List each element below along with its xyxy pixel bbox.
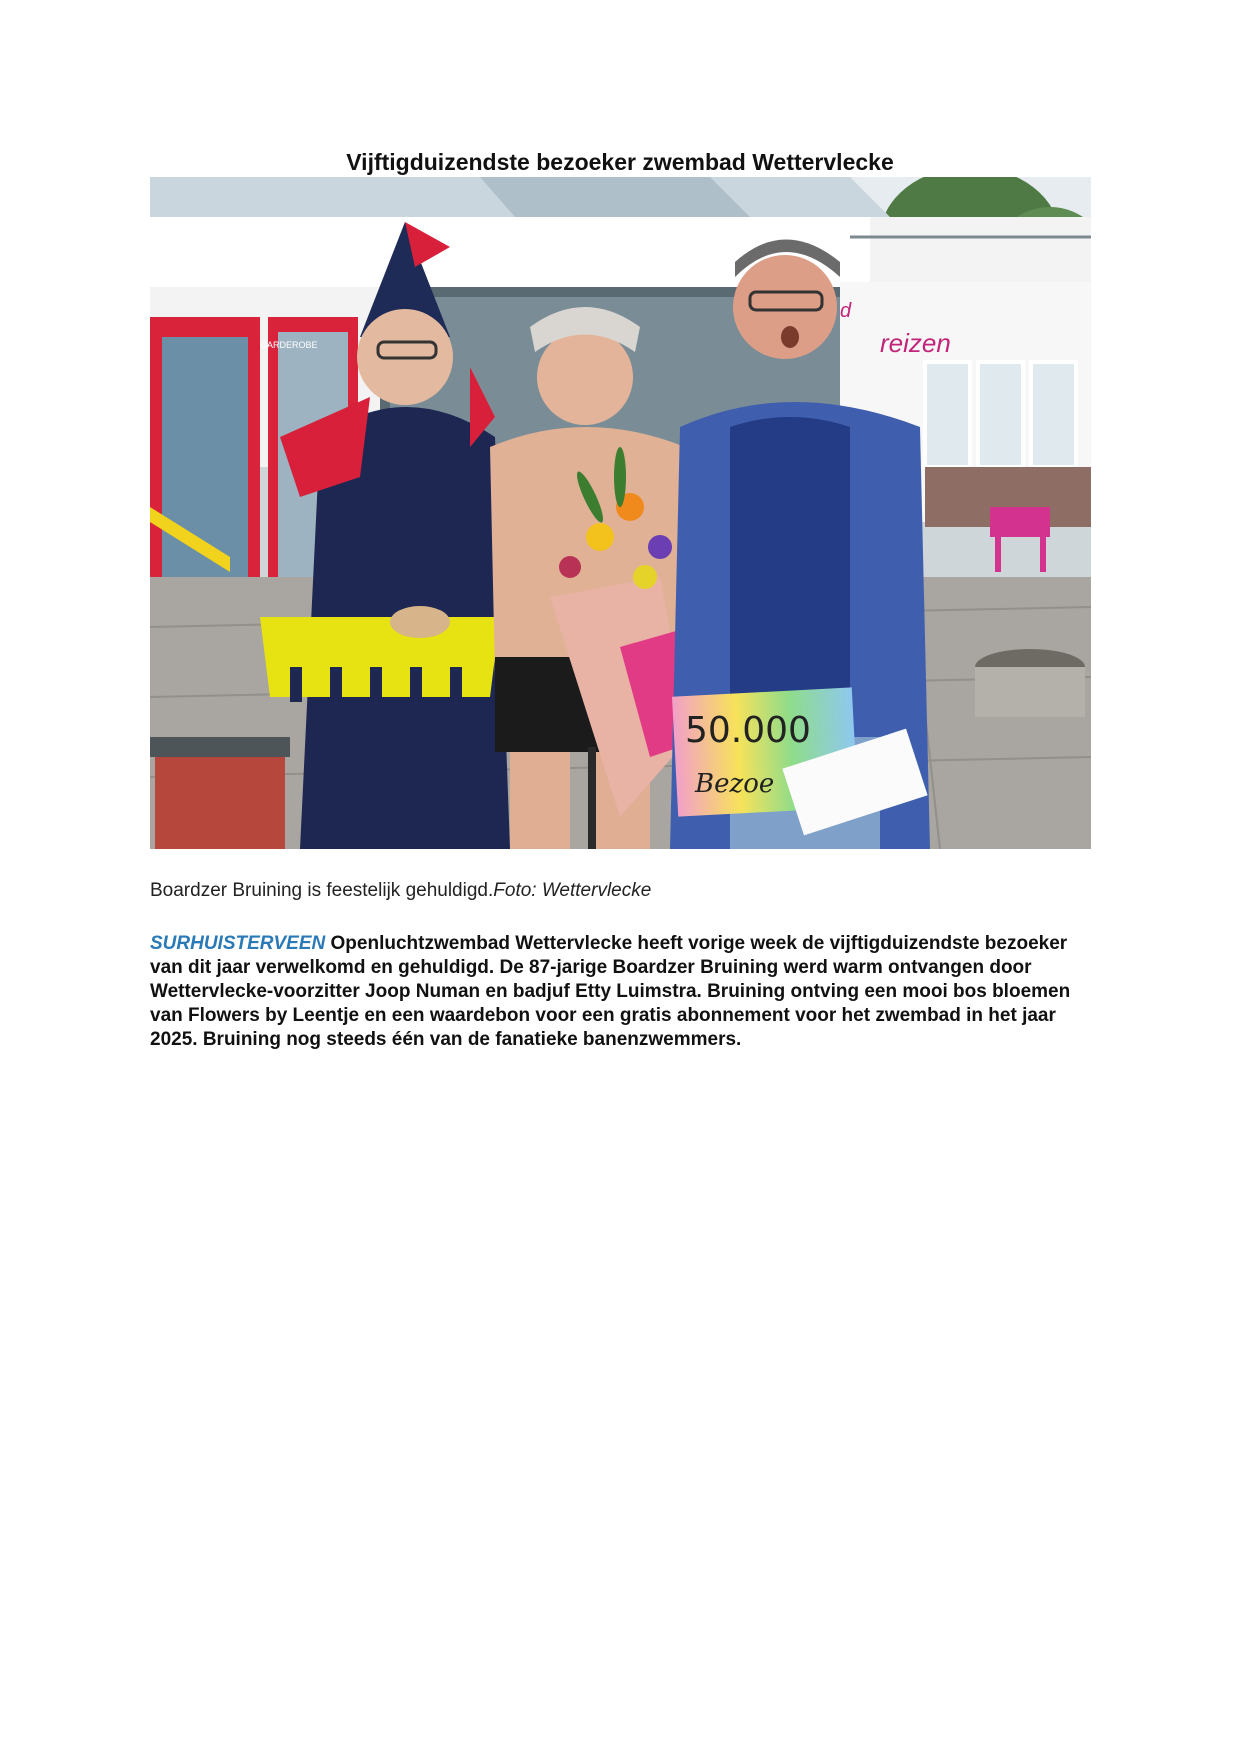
photo-caption: [150, 879, 1090, 903]
article-dateline: SURHUISTERVEEN: [150, 933, 326, 954]
article-photo: [150, 177, 1091, 849]
sign-text: Bezoe: [695, 769, 775, 799]
photo-credit: Foto: Wettervlecke: [493, 880, 652, 901]
building-label: GARDEROBE: [260, 340, 318, 350]
article-body: [150, 932, 1095, 1052]
article-text: Openluchtzwembad Wettervlecke heeft vorige week de vijftigduizendste bezoeker van dit jaar verwelkomd en gehuldigd. De 87-jarige Boardzer Bruining werd warm ontvangen door Wettervlecke-voorzitter Joop Numan en badjuf Etty Luimstra. Bruining ontving een mooi bos bloemen van Flowers by Leentje en een waardebon voor een gratis abonnement voor het zwembad in het jaar 2025. Bruining nog steeds één van de fanatieke banenzwemmers.: [150, 933, 1071, 1050]
sign-number: 50.000: [685, 710, 811, 751]
building-sign: reizen: [880, 328, 951, 358]
caption-text: Boardzer Bruining is feestelijk gehuldigd.: [150, 880, 494, 901]
building-logo: d: [840, 300, 852, 322]
photo-illustration: [150, 177, 1091, 849]
article-headline: Vijftigduizendste bezoeker zwembad Wettervlecke: [346, 149, 894, 175]
